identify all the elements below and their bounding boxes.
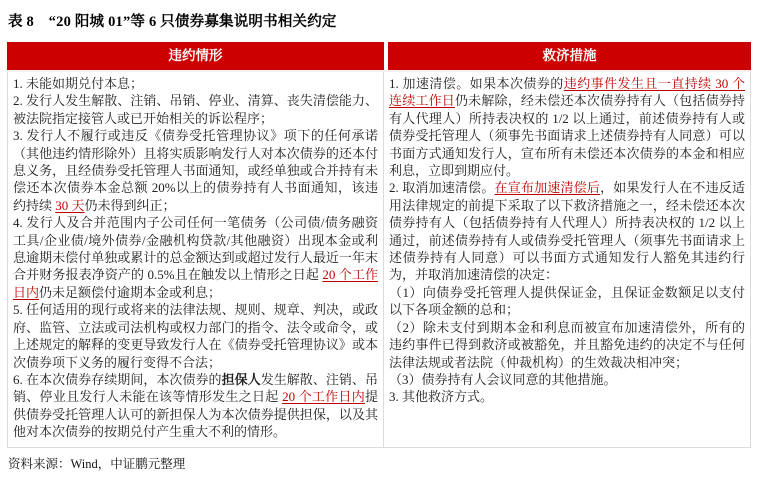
emphasis-run: 违约事件发生且一直持续 30 个连续工作日 [389,76,745,109]
text-run: （1）向债券受托管理人提供保证金，且保证金数额足以支付以下各项金额的总和； [389,284,745,318]
text-run: 2. 取消加速清偿。 [389,180,495,196]
emphasis-run: 担保人 [221,371,261,387]
emphasis-run: 30 天 [55,197,85,213]
text-run: ，如果发行人在不违反适用法律规定的前提下采取了以下救济措施之一，经未偿还本次债券持有人（包括债券持有人代理人）所持表决权的 1/2 以上通过，前述债券持有人或债券受托管理人（须事先书面请求上述债券持有人同意）可以书面方式通知发行人豁免其违约行为，并取消加速清偿的决定： [389,180,745,283]
emphasis-run: 在宣布加速清偿后 [494,180,601,196]
cell-remedies [384,72,750,447]
table-header-row [7,42,751,70]
page-title: 表 8 “20 阳城 01”等 6 只债券募集说明书相关约定 [8,14,337,30]
emphasis-run: 20 个工作日内 [282,389,365,405]
paragraph [389,284,745,319]
paragraph [389,75,745,179]
paragraph [389,319,745,371]
paragraph [13,371,378,441]
paragraph [13,127,378,214]
text-run: 发生解散、注销、吊销、停业且发行人未能在该等情形发生之日起 [13,371,378,405]
paragraph [389,388,745,405]
source-note: 资料来源：Wind，中证鹏元整理 [8,456,186,471]
text-run: 仍未解除，经未偿还本次债券持有人（包括债券持有人代理人）所持表决权的 1/2 以上通过，前述债券持有人或债券受托管理人（须事先书面请求上述债券持有人同意）可以书面方式通知发行人，宣布所有未偿还本次债券的本金和相应利息，立即到期应付。 [389,93,745,179]
emphasis-run: 20 个工作日内 [13,267,378,300]
paragraph [13,214,378,301]
text-run: 6. 在本次债券存续期间，本次债券的 [13,371,222,387]
text-run: 仍未足额偿付逾期本金或利息； [39,284,222,300]
text-run: 仍未得到纠正； [84,197,176,213]
text-run: 2. 发行人发生解散、注销、吊销、停业、清算、丧失清偿能力、被法院指定接管人或已开始相关的诉讼程序； [13,93,378,126]
table-body-row [7,70,751,448]
paragraph [13,92,378,127]
paragraph [13,301,378,371]
text-run: 5. 任何适用的现行或将来的法律法规、规则、规章、判决，或政府、监管、立法或司法机构或权力部门的指令、法令或命令，或上述规定的解释的变更导致发行人在《债券受托管理协议》或本次债券项下义务的履行变得不合法； [13,302,378,370]
text-run: 4. 发行人及合并范围内子公司任何一笔债务（公司债/债务融资工具/企业债/境外债券/金融机构贷款/其他融资）出现本金或利息逾期未偿付单独或累计的总金额达到或超过发行人最近一年末合并财务报表净资产的 0.5%且在触发以上情形之日起 [13,215,378,283]
text-run: 1. 加速清偿。如果本次债券的 [389,76,564,91]
header-cell-default-situations: 违约情形 [7,42,384,70]
text-run: 提供债券受托管理人认可的新担保人为本次债券提供担保，以及其他对本次债券的按期兑付产生重大不利的情形。 [13,389,378,440]
provisions-table [7,42,751,448]
header-cell-remedies: 救济措施 [388,42,751,70]
cell-default-situations [8,72,384,447]
text-run: 3. 其他救济方式。 [389,389,494,405]
text-run: 3. 发行人不履行或违反《债券受托管理协议》项下的任何承诺（其他违约情形除外）且将实质影响发行人对本次债券的还本付息义务，且经债券受托管理人书面通知，或经单独或合并持有未偿还本次债券本金总额 20%以上的债券持有人书面通知，该违约持续 [13,128,378,213]
paragraph [389,179,745,283]
paragraph [389,371,745,388]
text-run: （2）除未支付到期本金和利息而被宣布加速清偿外，所有的违约事件已得到救济或被豁免，并且豁免违约的决定不与任何法律法规或者法院（仲裁机构）的生效裁决相冲突； [389,319,745,370]
text-run: 1. 未能如期兑付本息； [13,76,144,91]
text-run: （3）债券持有人会议同意的其他措施。 [389,371,617,387]
paragraph [13,75,378,92]
